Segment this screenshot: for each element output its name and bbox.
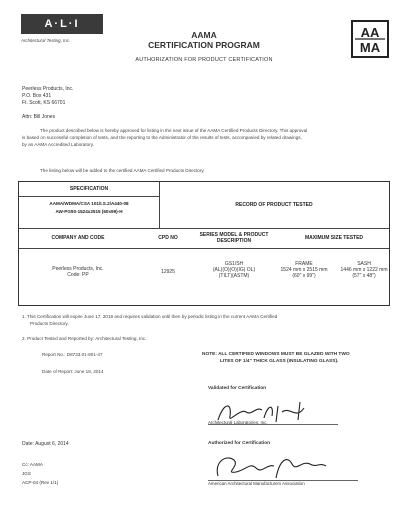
cc-line-1: Cc: AAMA bbox=[22, 462, 43, 467]
authorizer-signature bbox=[210, 452, 330, 482]
col-series-header-line-1: SERIES MODEL & PRODUCT bbox=[199, 232, 269, 238]
header-org: AAMA bbox=[191, 30, 217, 40]
spec-line-1: AAMA/WDMA/CSA 101/I.S.2/A440-08 bbox=[49, 201, 129, 206]
spec-line-2: AW-PG50-1524x2515 (60x99)-H bbox=[55, 209, 123, 214]
col-cpd-header: CPD NO bbox=[158, 235, 178, 241]
row-frame-in: (60" x 99") bbox=[292, 273, 316, 279]
listing-paragraph: The listing below will be added to the certified AAMA Certified Products Directory. bbox=[40, 168, 205, 173]
row-sash-label: SASH bbox=[357, 261, 371, 267]
expiration-note-line-1: 1. This Certification will expire June 17, 2018 and requires validation until then by periodic listing in the current AAMA Certified bbox=[22, 314, 278, 319]
ali-logo-text: A·L·I bbox=[44, 18, 80, 30]
validator-organization: Architectural Laboratories, Inc. bbox=[208, 420, 268, 425]
col-series-header bbox=[189, 232, 279, 244]
glazing-note-line-2: LITES OF 1/4" THICK GLASS (INSULATING GLASS). bbox=[220, 359, 339, 364]
row-frame-size bbox=[269, 261, 339, 279]
attention-line: Attn: Bill Jones bbox=[22, 114, 56, 120]
approval-line-3: by an AAMA Accredited Laboratory. bbox=[22, 142, 94, 147]
address-company: Peerless Products, Inc. bbox=[22, 86, 74, 92]
authorizer-organization: American Architectural Manufacturers Association bbox=[208, 481, 305, 486]
expiration-note bbox=[22, 313, 394, 327]
approval-line-2: is based on successful completion of tests, and the reporting to the Administrator of the results of tests, accompanied by related drawings, bbox=[22, 135, 302, 140]
address-city: Ft. Scott, KS 66701 bbox=[22, 100, 66, 106]
approval-paragraph bbox=[22, 127, 392, 148]
tested-by-note: 2. Product Tested and Reported by: Architectural Testing, Inc. bbox=[22, 336, 147, 341]
col-max-size-header: MAXIMUM SIZE TESTED bbox=[304, 235, 364, 241]
report-date: Date of Report: June 18, 2014 bbox=[42, 369, 104, 374]
col-company-header: COMPANY AND CODE bbox=[51, 235, 105, 241]
row-sash-size bbox=[337, 261, 391, 279]
spec-heading: SPECIFICATION bbox=[69, 186, 109, 192]
col-series-header-line-2: DESCRIPTION bbox=[216, 238, 252, 244]
row-company-code: Code: PP bbox=[67, 272, 89, 278]
row-cpd-number: 12925 bbox=[161, 269, 175, 275]
row-series-line-1: GS1/SH bbox=[224, 261, 244, 267]
approval-line-1: The product described below is hereby approved for listing in the next issue of the AAMA Certified Products Directory. This approval bbox=[40, 128, 308, 133]
authorized-label: Authorized for Certification bbox=[208, 441, 271, 446]
document-date: Date: August 6, 2014 bbox=[22, 441, 69, 447]
row-company-name: Peerless Products, Inc. bbox=[52, 266, 104, 272]
cc-line-2: JGS bbox=[22, 471, 31, 476]
glazing-note bbox=[202, 351, 350, 365]
row-frame-label: FRAME bbox=[295, 261, 313, 267]
expiration-note-line-2: Products Directory. bbox=[30, 321, 69, 326]
header-subtitle: AUTHORIZATION FOR PRODUCT CERTIFICATION bbox=[135, 57, 273, 63]
row-sash-in: (57" x 48") bbox=[352, 273, 376, 279]
row-series-line-3: (TILT)(ASTM) bbox=[218, 273, 250, 279]
header-program: CERTIFICATION PROGRAM bbox=[148, 40, 260, 50]
address-po: P.O. Box 431 bbox=[22, 93, 52, 99]
row-series bbox=[189, 261, 279, 279]
ali-tagline: Architectural Testing, Inc. bbox=[21, 38, 71, 43]
aama-logo-line1: AA bbox=[360, 25, 380, 40]
report-number: Report No.: D8733.01-801-47 bbox=[42, 352, 103, 357]
record-heading: RECORD OF PRODUCT TESTED bbox=[235, 202, 313, 208]
validated-label: Validated for Certification bbox=[208, 386, 267, 391]
glazing-note-line-1: NOTE: ALL CERTIFIED WINDOWS MUST BE GLAZED WITH TWO bbox=[202, 352, 350, 357]
aama-logo-line2: MA bbox=[359, 40, 381, 55]
row-company bbox=[19, 266, 137, 278]
form-number: ACP-04 (Rev 1/1) bbox=[22, 480, 59, 485]
product-record-table bbox=[18, 181, 390, 306]
row-series-line-2: (AL)(O)(O)(IG) OL) bbox=[212, 267, 256, 273]
row-sash-mm: 1446 mm x 1222 mm bbox=[340, 267, 388, 273]
row-frame-mm: 1524 mm x 2515 mm bbox=[280, 267, 328, 273]
